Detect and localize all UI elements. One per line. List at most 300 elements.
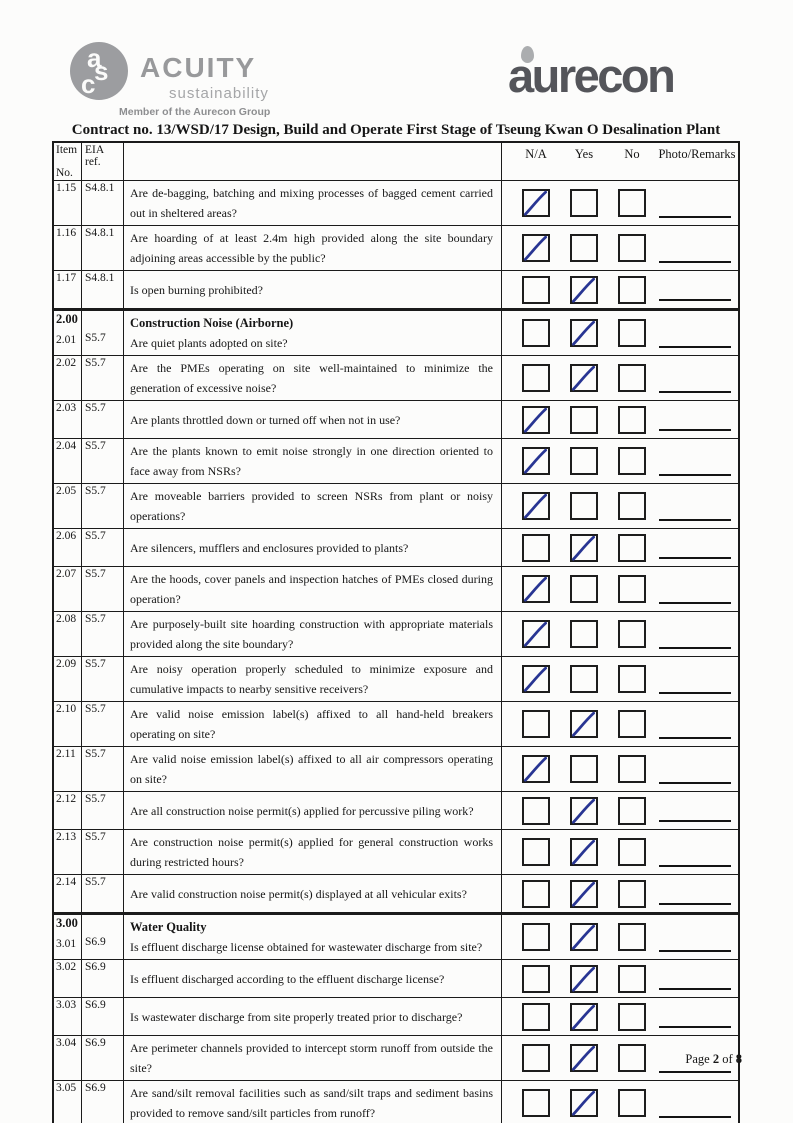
no-checkbox-slot [608,406,656,434]
yes-checkbox [570,665,598,693]
no-checkbox [618,319,646,347]
na-checkbox-slot [512,447,560,475]
question-text: Are the hoods, cover panels and inspection hatches of PMEs closed during operation? [130,572,493,606]
item-number: 1.17 [54,271,82,308]
question-cell [124,1036,502,1080]
question-text: Are purposely-built site hoarding construction with appropriate materials provided along the site boundary? [130,617,493,651]
tick-mark-icon [568,275,599,306]
na-checkbox-slot [512,492,560,520]
na-checkbox-slot [512,319,560,347]
yes-checkbox [570,319,598,347]
question-cell [124,226,502,270]
no-checkbox [618,364,646,392]
answer-cells [502,612,738,656]
remarks-blank-line [659,988,731,990]
eia-ref: S5.7 [82,356,124,400]
yes-checkbox [570,406,598,434]
yes-checkbox-slot [560,838,608,866]
answer-cells [502,439,738,483]
remarks-blank-line [659,1116,731,1118]
tick-mark-icon [520,664,551,695]
table-body [54,181,738,1123]
item-number: 2.01 [56,334,77,346]
item-number: 2.13 [54,830,82,874]
remarks-blank-line [659,782,731,784]
photo-remarks-cell [656,356,738,400]
aurecon-logo-text: aurecon [508,49,674,102]
na-checkbox [522,710,550,738]
table-row [54,702,738,747]
tick-mark-icon [568,709,599,740]
na-checkbox [522,234,550,262]
yes-checkbox [570,492,598,520]
remarks-blank-line [659,820,731,822]
photo-remarks-cell [656,830,738,874]
page-number: 2 [712,1052,720,1066]
question-cell [124,1081,502,1123]
question-text: Are valid construction noise permit(s) displayed at all vehicular exits? [130,886,467,901]
remarks-blank-line [659,299,731,301]
yes-checkbox [570,755,598,783]
item-number: 1.15 [54,181,82,225]
item-number: 2.14 [54,875,82,912]
tick-mark-icon [520,405,551,436]
answer-cells [502,915,738,959]
table-section-group [54,181,738,309]
na-checkbox [522,665,550,693]
remarks-blank-line [659,519,731,521]
item-number: 2.09 [54,657,82,701]
tick-mark-icon [520,188,551,219]
no-checkbox-slot [608,923,656,951]
yes-checkbox [570,965,598,993]
tick-mark-icon [520,754,551,785]
answer-cells [502,875,738,912]
photo-remarks-cell [656,915,738,959]
question-cell [124,529,502,566]
question-text: Are valid noise emission label(s) affixed to all air compressors operating on site? [130,752,493,786]
no-checkbox [618,1089,646,1117]
no-checkbox-slot [608,234,656,262]
item-number: 3.02 [54,960,82,997]
na-checkbox [522,276,550,304]
na-checkbox-slot [512,1003,560,1031]
na-checkbox-slot [512,838,560,866]
tick-mark-icon [568,1088,599,1119]
photo-remarks-cell [656,529,738,566]
table-row [54,181,738,226]
acuity-monogram-letter: c [81,69,96,99]
remarks-blank-line [659,647,731,649]
question-text: Are construction noise permit(s) applied for general construction works during restricted hours? [130,835,493,869]
yes-checkbox-slot [560,965,608,993]
tick-mark-icon [520,491,551,522]
no-checkbox-slot [608,838,656,866]
answer-cells [502,657,738,701]
eia-ref: S5.7 [82,484,124,528]
remarks-blank-line [659,865,731,867]
no-checkbox [618,797,646,825]
table-row [54,1081,738,1123]
yes-checkbox [570,575,598,603]
eia-ref: S5.7 [82,529,124,566]
table-row [54,439,738,484]
answer-cells [502,356,738,400]
yes-checkbox-slot [560,534,608,562]
na-checkbox [522,755,550,783]
column-header-item-no: Item No. [54,143,82,180]
no-checkbox [618,1003,646,1031]
yes-checkbox [570,797,598,825]
yes-checkbox-slot [560,406,608,434]
item-number: 2.05 [54,484,82,528]
no-checkbox [618,234,646,262]
no-checkbox-slot [608,665,656,693]
yes-checkbox [570,880,598,908]
yes-checkbox-slot [560,575,608,603]
yes-checkbox-slot [560,665,608,693]
yes-checkbox [570,534,598,562]
eia-ref: S5.7 [82,792,124,829]
item-number: 2.06 [54,529,82,566]
question-text: Are perimeter channels provided to intercept storm runoff from outside the site? [130,1041,493,1075]
answer-cells [502,484,738,528]
no-checkbox [618,665,646,693]
na-checkbox-slot [512,965,560,993]
table-row [54,875,738,913]
yes-checkbox [570,838,598,866]
photo-remarks-cell [656,439,738,483]
na-checkbox-slot [512,364,560,392]
photo-remarks-cell [656,960,738,997]
yes-checkbox-slot [560,234,608,262]
aurecon-logo [508,44,743,114]
no-checkbox-slot [608,189,656,217]
item-number: 2.02 [54,356,82,400]
letterhead [0,0,793,125]
answer-cells [502,998,738,1035]
question-cell [124,311,502,355]
item-number-cell [54,311,82,355]
eia-ref: S5.7 [85,332,106,344]
question-cell [124,181,502,225]
tick-mark-icon [520,619,551,650]
na-checkbox [522,797,550,825]
remarks-blank-line [659,737,731,739]
no-checkbox-slot [608,880,656,908]
yes-checkbox-slot [560,620,608,648]
na-checkbox [522,838,550,866]
question-cell [124,875,502,912]
question-cell [124,747,502,791]
item-number: 3.04 [54,1036,82,1080]
photo-remarks-cell [656,792,738,829]
question-text: Are the plants known to emit noise strongly in one direction oriented to face away from NSRs? [130,444,493,478]
yes-checkbox-slot [560,492,608,520]
answer-cells [502,271,738,308]
remarks-blank-line [659,1071,731,1073]
question-text: Are hoarding of at least 2.4m high provided along the site boundary adjoining areas accessible by the public? [130,231,493,265]
eia-ref: S4.8.1 [82,271,124,308]
eia-ref: S5.7 [82,657,124,701]
no-checkbox [618,447,646,475]
column-header-answers [502,143,738,180]
na-checkbox [522,406,550,434]
total-pages: 8 [735,1052,742,1066]
question-text: Is wastewater discharge from site properly treated prior to discharge? [130,1009,463,1024]
tick-mark-icon [568,879,599,910]
question-cell [124,567,502,611]
question-cell [124,356,502,400]
question-text: Are silencers, mufflers and enclosures provided to plants? [130,540,409,555]
na-checkbox [522,447,550,475]
na-checkbox [522,923,550,951]
eia-ref: S5.7 [82,401,124,438]
no-checkbox [618,575,646,603]
na-checkbox-slot [512,534,560,562]
photo-remarks-cell [656,181,738,225]
remarks-blank-line [659,903,731,905]
page-title: Contract no. 13/WSD/17 Design, Build and Operate First Stage of Tseung Kwan O Desalination Plant [71,122,721,138]
yes-checkbox-slot [560,189,608,217]
tick-mark-icon [520,446,551,477]
item-number: 2.07 [54,567,82,611]
table-header-row [54,143,738,181]
no-checkbox-slot [608,965,656,993]
question-cell [124,401,502,438]
photo-remarks-cell [656,401,738,438]
answer-cells [502,567,738,611]
answer-cells [502,1081,738,1123]
no-checkbox [618,965,646,993]
remarks-blank-line [659,216,731,218]
na-checkbox [522,319,550,347]
na-checkbox [522,965,550,993]
no-checkbox-slot [608,575,656,603]
no-checkbox-slot [608,710,656,738]
yes-checkbox [570,276,598,304]
na-checkbox-slot [512,665,560,693]
question-text: Are valid noise emission label(s) affixed to all hand-held breakers operating on site? [130,707,493,741]
na-checkbox-slot [512,276,560,304]
na-checkbox [522,620,550,648]
section-number: 2.00 [56,312,78,326]
no-checkbox [618,710,646,738]
acuity-monogram-letter: s [94,56,109,86]
photo-remarks-cell [656,875,738,912]
acuity-tagline: Member of the Aurecon Group [119,106,271,118]
no-checkbox-slot [608,1003,656,1031]
tick-mark-icon [568,922,599,953]
item-number-cell [54,915,82,959]
column-header-yes: Yes [574,147,594,161]
remarks-blank-line [659,557,731,559]
question-text: Is effluent discharge license obtained for wastewater discharge from site? [130,940,483,954]
answer-cells [502,181,738,225]
question-text: Is open burning prohibited? [130,282,263,297]
no-checkbox-slot [608,492,656,520]
column-header-question [124,143,502,180]
column-header-photo-remarks: Photo/Remarks [658,147,736,161]
yes-checkbox-slot [560,923,608,951]
question-text: Are moveable barriers provided to screen NSRs from plant or noisy operations? [130,489,493,523]
question-cell [124,792,502,829]
eia-ref: S5.7 [82,875,124,912]
table-row [54,1036,738,1081]
yes-checkbox [570,1003,598,1031]
answer-cells [502,529,738,566]
section-title: Construction Noise (Airborne) [130,316,294,330]
question-text: Are the PMEs operating on site well-maintained to minimize the generation of excessive noise? [130,361,493,395]
item-number: 3.01 [56,938,77,950]
item-number: 2.11 [54,747,82,791]
eia-ref-cell [82,915,124,959]
eia-ref: S6.9 [85,936,106,948]
table-row [54,657,738,702]
yes-checkbox [570,923,598,951]
table-row [54,401,738,439]
eia-ref: S5.7 [82,612,124,656]
question-text: Are plants throttled down or turned off when not in use? [130,412,401,427]
answer-cells [502,311,738,355]
item-number: 2.10 [54,702,82,746]
no-checkbox-slot [608,276,656,304]
item-number: 2.12 [54,792,82,829]
answer-cells [502,401,738,438]
remarks-blank-line [659,429,731,431]
table-row [54,356,738,401]
remarks-blank-line [659,692,731,694]
section-header-row [54,311,738,356]
table-row [54,271,738,309]
remarks-blank-line [659,346,731,348]
tick-mark-icon [568,796,599,827]
question-cell [124,915,502,959]
yes-checkbox-slot [560,447,608,475]
eia-ref: S6.9 [82,998,124,1035]
no-checkbox [618,534,646,562]
eia-ref: S6.9 [82,960,124,997]
yes-checkbox [570,447,598,475]
na-checkbox [522,1089,550,1117]
yes-checkbox-slot [560,880,608,908]
checklist-table [52,141,740,1123]
acuity-logo-text: ACUITY [140,52,257,83]
no-checkbox [618,880,646,908]
yes-checkbox [570,189,598,217]
eia-ref: S4.8.1 [82,181,124,225]
yes-checkbox-slot [560,276,608,304]
table-row [54,747,738,792]
yes-checkbox [570,620,598,648]
question-text: Is effluent discharged according to the effluent discharge license? [130,971,445,986]
na-checkbox-slot [512,880,560,908]
photo-remarks-cell [656,567,738,611]
tick-mark-icon [568,1002,599,1033]
answer-cells [502,226,738,270]
photo-remarks-cell [656,998,738,1035]
photo-remarks-cell [656,1081,738,1123]
item-number: 3.03 [54,998,82,1035]
no-checkbox-slot [608,797,656,825]
na-checkbox [522,492,550,520]
acuity-logo-mark [70,42,128,100]
no-checkbox-slot [608,755,656,783]
tick-mark-icon [568,1043,599,1074]
column-header-eia-ref: EIA ref. [82,143,124,180]
remarks-blank-line [659,602,731,604]
eia-ref-cell [82,311,124,355]
na-checkbox-slot [512,234,560,262]
question-text: Are sand/silt removal facilities such as sand/silt traps and sediment basins provided to remove sand/silt particles from runoff? [130,1086,493,1120]
acuity-logo-subtitle: sustainability [169,85,269,102]
table-row [54,792,738,830]
question-cell [124,998,502,1035]
tick-mark-icon [568,363,599,394]
na-checkbox-slot [512,710,560,738]
na-checkbox-slot [512,755,560,783]
column-header-na: N/A [525,147,547,161]
na-checkbox [522,1003,550,1031]
eia-ref: S6.9 [82,1036,124,1080]
question-cell [124,271,502,308]
acuity-monogram-letter: a [87,43,102,73]
na-checkbox-slot [512,1044,560,1072]
photo-remarks-cell [656,657,738,701]
na-checkbox-slot [512,923,560,951]
yes-checkbox-slot [560,797,608,825]
no-checkbox [618,276,646,304]
no-checkbox-slot [608,1044,656,1072]
eia-ref: S6.9 [82,1081,124,1123]
tick-mark-icon [520,574,551,605]
no-checkbox-slot [608,447,656,475]
question-cell [124,702,502,746]
answer-cells [502,960,738,997]
yes-checkbox [570,1044,598,1072]
yes-checkbox [570,364,598,392]
no-checkbox-slot [608,1089,656,1117]
no-checkbox [618,755,646,783]
question-cell [124,439,502,483]
question-cell [124,960,502,997]
question-text: Are all construction noise permit(s) applied for percussive piling work? [130,803,474,818]
table-section-group [54,309,738,913]
na-checkbox-slot [512,1089,560,1117]
table-row [54,960,738,998]
question-cell [124,830,502,874]
no-checkbox [618,838,646,866]
na-checkbox [522,1044,550,1072]
na-checkbox-slot [512,406,560,434]
photo-remarks-cell [656,311,738,355]
remarks-blank-line [659,950,731,952]
remarks-blank-line [659,474,731,476]
na-checkbox-slot [512,620,560,648]
yes-checkbox-slot [560,319,608,347]
answer-cells [502,702,738,746]
na-checkbox-slot [512,797,560,825]
yes-checkbox-slot [560,1089,608,1117]
item-number: 3.05 [54,1081,82,1123]
na-checkbox [522,575,550,603]
photo-remarks-cell [656,484,738,528]
table-row [54,484,738,529]
no-checkbox-slot [608,534,656,562]
tick-mark-icon [568,837,599,868]
eia-ref: S5.7 [82,830,124,874]
yes-checkbox-slot [560,710,608,738]
